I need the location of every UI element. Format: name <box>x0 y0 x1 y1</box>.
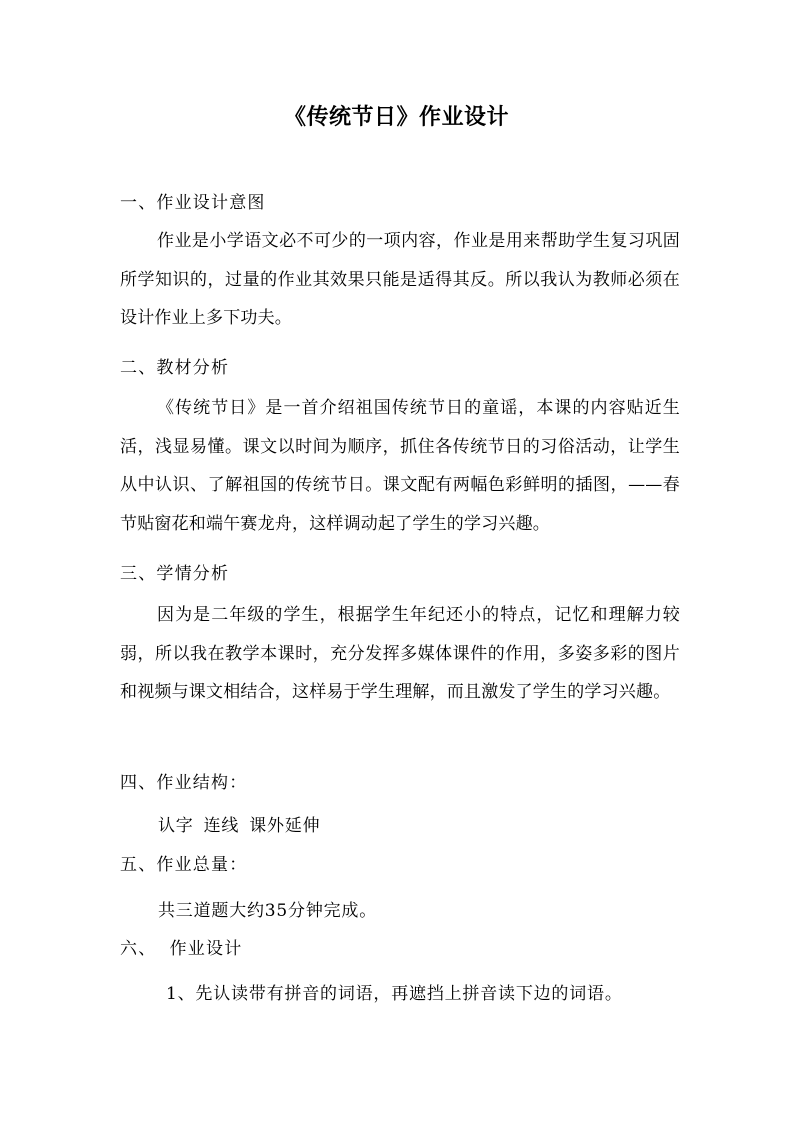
section-heading-textbook: 二、教材分析 <box>120 358 230 378</box>
section-heading-intent: 一、作业设计意图 <box>120 193 266 213</box>
section-body-intent: 作业是小学语文必不可少的一项内容，作业是用来帮助学生复习巩固所学知识的，过量的作业其效果只能是适得其反。所以我认为教师必须在设计作业上多下功夫。 <box>120 231 680 328</box>
section-heading-amount: 五、作业总量： <box>120 855 248 875</box>
structure-item: 认字 <box>158 816 194 836</box>
document-title: 《传统节日》作业设计 <box>283 104 509 130</box>
section-body-textbook: 《传统节日》是一首介绍祖国传统节日的童谣，本课的内容贴近生活，浅显易懂。课文以时间为顺序，抓住各传统节日的习俗活动，让学生从中认识、了解祖国的传统节日。课文配有两幅色彩鲜明的插图，——春节贴窗花和端午赛龙舟，这样调动起了学生的学习兴趣。 <box>120 398 680 534</box>
section-heading-design: 六、 作业设计 <box>120 939 243 959</box>
section-body-learners: 因为是二年级的学生，根据学生年纪还小的特点，记忆和理解力较弱，所以我在教学本课时，充分发挥多媒体课件的作用，多姿多彩的图片和视频与课文相结合，这样易于学生理解，而且激发了学生的学习兴趣。 <box>120 605 680 702</box>
section-heading-structure: 四、作业结构： <box>120 773 248 793</box>
structure-item: 连线 <box>203 816 240 836</box>
section-heading-learners: 三、学情分析 <box>120 564 230 584</box>
section-body-design: 1、先认读带有拼音的词语，再遮挡上拼音读下边的词语。 <box>166 984 623 1004</box>
structure-item: 课外延伸 <box>249 816 321 836</box>
section-body-amount: 共三道题大约35分钟完成。 <box>158 901 378 921</box>
structure-items <box>158 813 320 839</box>
